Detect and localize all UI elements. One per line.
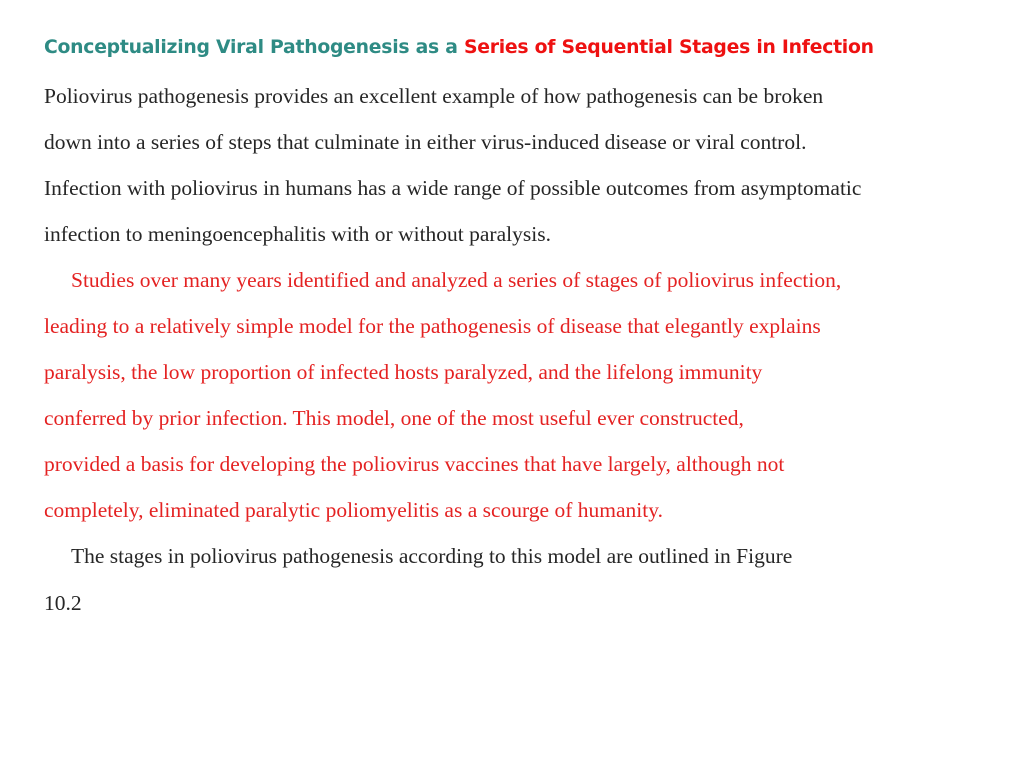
paragraph-2-line-2: leading to a relatively simple model for the pathogenesis of disease that elegantly explains [44,314,821,338]
slide-title-part-2: Series of Sequential Stages in Infection [463,37,874,58]
slide-title-part-1: Conceptualizing Viral Pathogenesis as a [44,37,464,58]
paragraph-2-line-4: conferred by prior infection. This model, one of the most useful ever constructed, [44,406,744,430]
paragraph-2-line-6: completely, eliminated paralytic poliomyelitis as a scourge of humanity. [44,498,663,522]
paragraph-1-line-2: down into a series of steps that culminate in either virus-induced disease or viral control. [44,130,807,154]
paragraph-1-line-4: infection to meningoencephalitis with or without paralysis. [44,222,551,246]
paragraph-3-line-2: 10.2 [44,591,82,615]
paragraph-1-line-3: Infection with poliovirus in humans has a wide range of possible outcomes from asymptomatic [44,176,862,200]
paragraph-2-line-3: paralysis, the low proportion of infected hosts paralyzed, and the lifelong immunity [44,360,763,384]
paragraph-2-line-1: Studies over many years identified and analyzed a series of stages of poliovirus infection, [71,268,842,292]
paragraph-2-line-5: provided a basis for developing the poliovirus vaccines that have largely, although not [44,452,785,476]
slide-title [44,32,874,64]
paragraph-1-line-1: Poliovirus pathogenesis provides an excellent example of how pathogenesis can be broken [44,84,824,108]
paragraph-3-line-1: The stages in poliovirus pathogenesis according to this model are outlined in Figure [71,544,793,568]
